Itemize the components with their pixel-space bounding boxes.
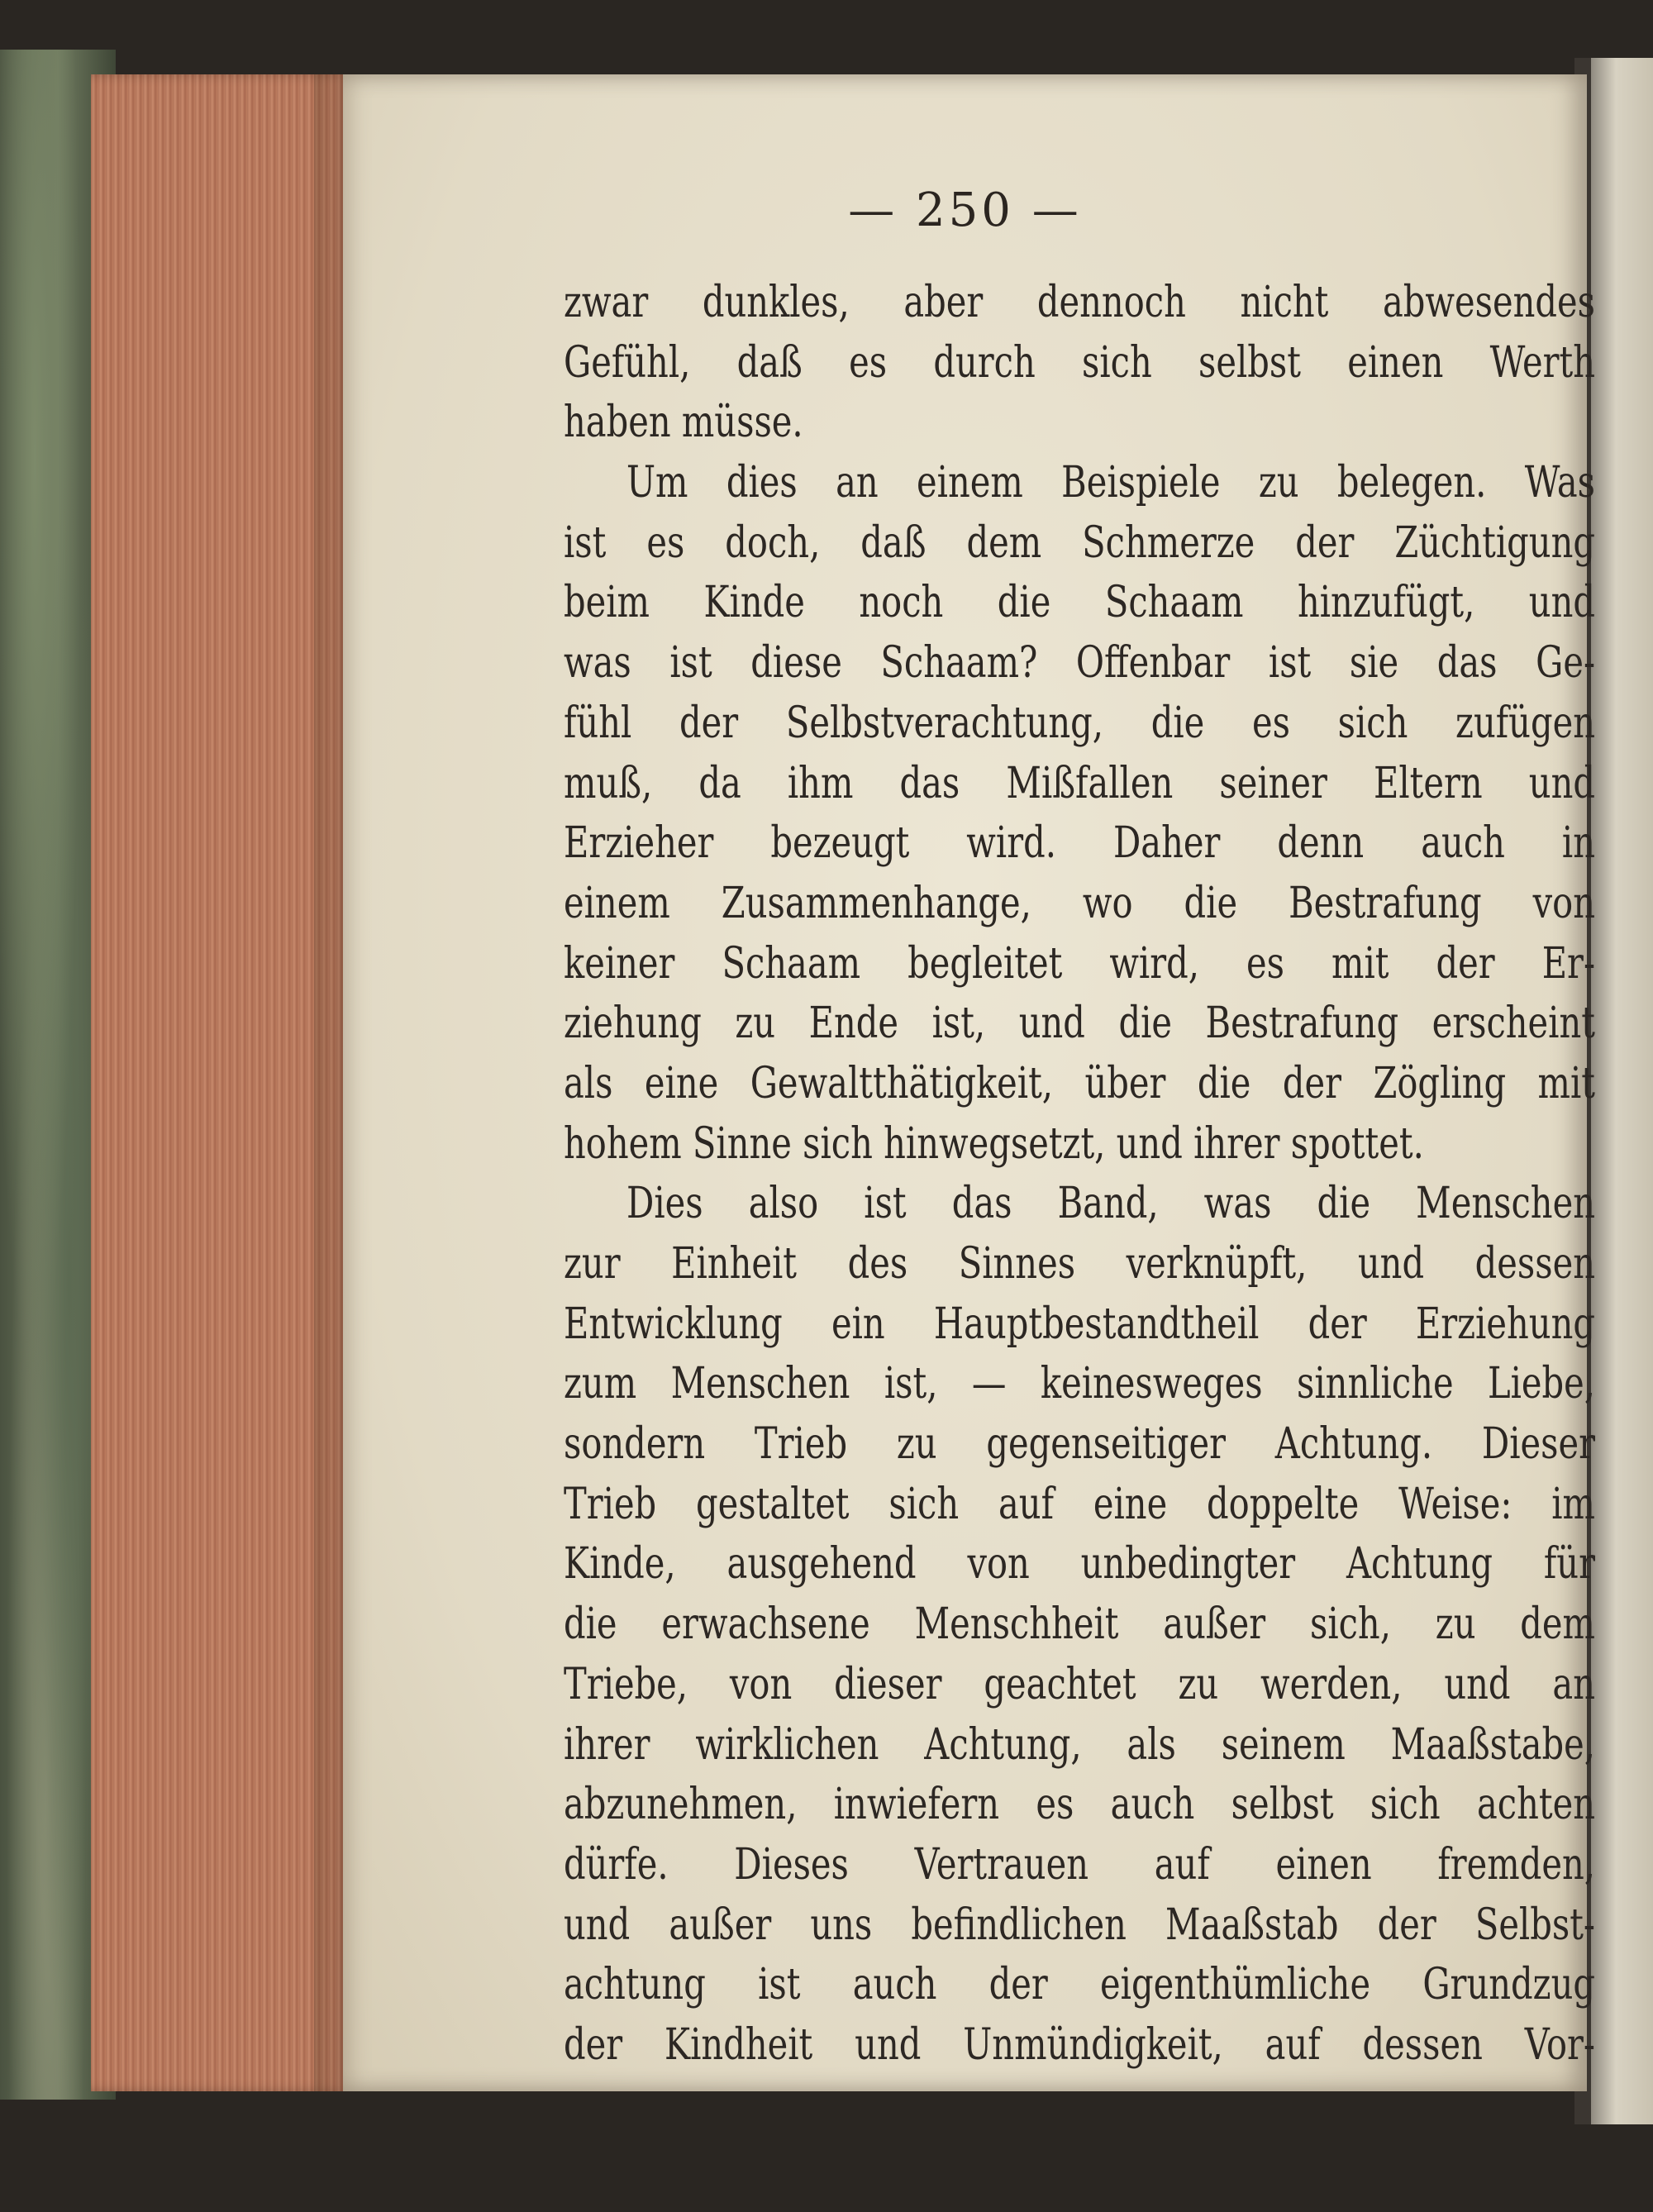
text-line: zwar dunkles, aber dennoch nicht abwesendes [564, 278, 1595, 327]
text-line: Gefühl, daß es durch sich selbst einen Werth [564, 337, 1595, 388]
text-line: ziehung zu Ende ist, und die Bestrafung erscheint [564, 999, 1595, 1049]
text-line: achtung ist auch der eigenthümliche Grundzug [564, 1960, 1595, 2010]
text-line: der Kindheit und Unmündigkeit, auf dessen Vor- [564, 2019, 1595, 2070]
page-header: — 250 — [848, 184, 1082, 237]
facing-page-edge [1591, 58, 1653, 2124]
text-line: keiner Schaam begleitet wird, es mit der Er- [564, 938, 1595, 989]
page-body-text [564, 273, 1595, 2076]
text-line: Entwicklung ein Hauptbestandtheil der Erziehung [564, 1299, 1595, 1349]
text-line: was ist diese Schaam? Offenbar ist sie das Ge- [564, 638, 1595, 689]
text-line: Triebe, von dieser geachtet zu werden, und an [564, 1659, 1595, 1709]
text-line: zum Menschen ist, — keinesweges sinnliche Liebe, [564, 1359, 1595, 1409]
text-line: abzunehmen, inwiefern es auch selbst sich achten [564, 1780, 1595, 1830]
text-line: als eine Gewaltthätigkeit, über die der Zögling mit [564, 1058, 1595, 1108]
text-line: und außer uns befindlichen Maaßstab der Selbst- [564, 1900, 1595, 1950]
text-line: Kinde, ausgehend von unbedingter Achtung für [564, 1539, 1595, 1590]
text-line: Um dies an einem Beispiele zu belegen. Was [626, 458, 1595, 508]
text-line: ist es doch, daß dem Schmerze der Züchtigung [564, 517, 1595, 568]
text-line: einem Zusammenhange, wo die Bestrafung von [564, 878, 1595, 928]
text-line: muß, da ihm das Mißfallen seiner Eltern und [564, 758, 1595, 808]
page-edges [91, 74, 347, 2091]
text-line: haben müsse. [564, 398, 803, 448]
text-line: Trieb gestaltet sich auf eine doppelte Weise: im [564, 1479, 1595, 1529]
text-line: ihrer wirklichen Achtung, als seinem Maaßstabe, [564, 1719, 1595, 1770]
text-line: die erwachsene Menschheit außer sich, zu dem [564, 1599, 1595, 1650]
text-line: hohem Sinne sich hinwegsetzt, und ihrer spottet. [564, 1118, 1424, 1169]
page-edge-shadow [314, 74, 347, 2091]
text-line: zur Einheit des Sinnes verknüpft, und dessen [564, 1239, 1595, 1289]
text-line: Dies also ist das Band, was die Menschen [626, 1179, 1595, 1229]
book-page [343, 74, 1595, 2091]
text-line: Erzieher bezeugt wird. Daher denn auch in [564, 818, 1595, 869]
text-line: beim Kinde noch die Schaam hinzufügt, und [564, 578, 1595, 628]
text-line: fühl der Selbstverachtung, die es sich zufügen [564, 698, 1595, 748]
text-line: sondern Trieb zu gegenseitiger Achtung. Dieser [564, 1419, 1595, 1470]
text-line: dürfe. Dieses Vertrauen auf einen fremden, [564, 1839, 1595, 1890]
